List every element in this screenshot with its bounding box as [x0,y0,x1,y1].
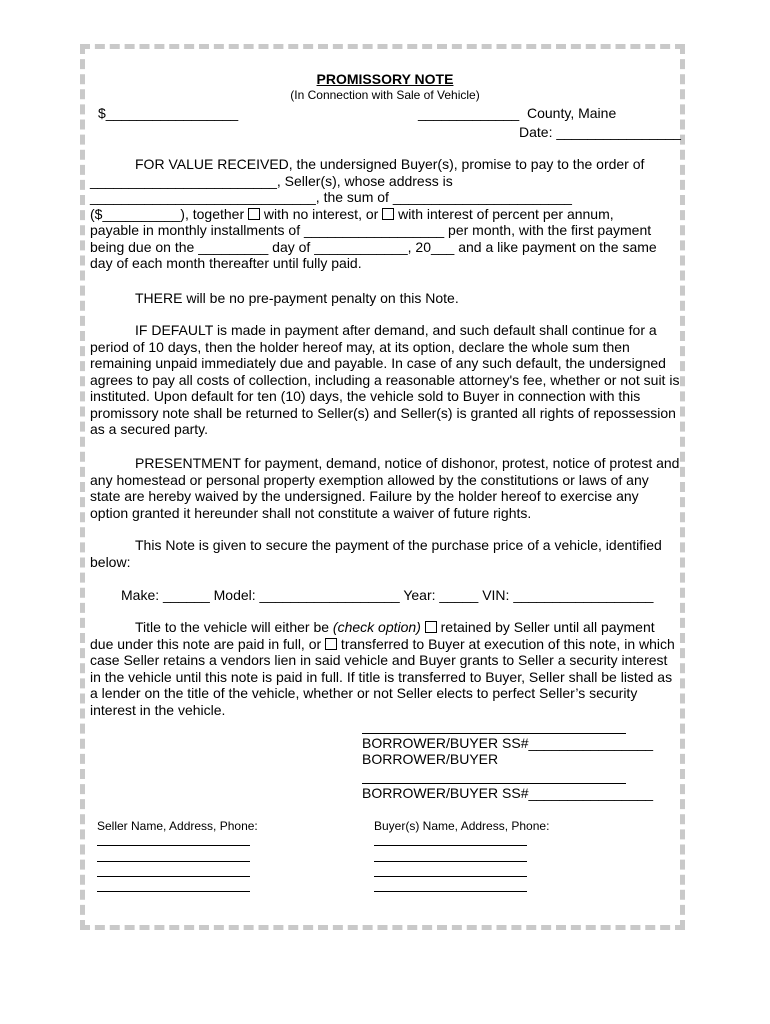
terms-line-4b: with no interest, or [260,205,383,222]
buyer1-signature-line[interactable] [362,733,626,734]
terms-line-2[interactable]: ________________________, Seller(s), whose address is [90,172,453,189]
no-interest-checkbox[interactable] [248,208,260,220]
buyer-contact-line-2[interactable] [374,861,527,862]
buyer-contact-line-3[interactable] [374,876,527,877]
title-text-1: Title to the vehicle will either be [135,619,333,635]
buyer1-label: BORROWER/BUYER [362,751,499,767]
title-paragraph [90,619,680,718]
title-text-2: retained by Seller until all payment due under this note are paid in full, or [90,619,655,652]
buyer1-ss-label[interactable]: BORROWER/BUYER SS#________________ [362,735,654,751]
amount-field[interactable]: $_________________ [98,105,239,121]
retained-by-seller-checkbox[interactable] [425,621,437,633]
payment-terms-paragraph [90,156,680,272]
document-title: PROMISSORY NOTE [316,71,454,87]
buyer-contact-line-1[interactable] [374,845,527,846]
security-paragraph: This Note is given to secure the payment of the purchase price of a vehicle, identified below: [90,537,662,570]
terms-line-4 [90,206,680,223]
seller-contact-line-1[interactable] [97,845,250,846]
with-interest-checkbox[interactable] [382,208,394,220]
date-field[interactable]: Date: ________________ [519,124,681,140]
seller-contact-line-3[interactable] [97,876,250,877]
seller-contact-line-4[interactable] [97,891,250,892]
buyer-contact-line-4[interactable] [374,891,527,892]
county-field[interactable]: _____________ County, Maine [418,105,617,121]
terms-line-4a[interactable]: ($__________), together [90,205,249,222]
title-text-3: transferred to Buyer at execution of this note, in which case Seller retains a vendors lien in said vehicle and Buyer grants to Seller a security interest in the vehicle until this note is paid in full. If title is transferred to Buyer, Seller shall be listed as a lender on the title of the vehicle, whether or not Seller elects to perfect Seller’s security interest in the vehicle. [90,635,675,718]
transferred-to-buyer-checkbox[interactable] [325,638,337,650]
vehicle-details-line[interactable]: Make: ______ Model: __________________ Year: _____ VIN: __________________ [121,587,654,603]
document-subtitle: (In Connection with Sale of Vehicle) [290,88,480,102]
check-option-label: (check option) [332,619,421,635]
terms-line-3[interactable]: _____________________________, the sum of _______________________ [90,189,572,205]
seller-contact-line-2[interactable] [97,861,250,862]
buyer2-signature-line[interactable] [362,783,626,784]
terms-line-7: day of each month thereafter until fully paid. [90,255,362,271]
seller-contact-label: Seller Name, Address, Phone: [97,819,258,833]
terms-line-6[interactable]: being due on the _________ day of ____________, 20___ and a like payment on the same [90,238,657,255]
terms-line-4c[interactable]: with interest of percent per annum, [394,205,614,222]
buyer2-ss-label[interactable]: BORROWER/BUYER SS#________________ [362,785,654,801]
prepayment-paragraph: THERE will be no pre-payment penalty on this Note. [135,290,459,306]
terms-line-5[interactable]: payable in monthly installments of __________________ per month, with the first payment [90,222,652,238]
presentment-paragraph: PRESENTMENT for payment, demand, notice of dishonor, protest, notice of protest and any homestead or personal property exemption allowed by the constitutions or laws of any state are hereby waived by the undersigned. Failure by the holder hereof to exercise any option granted it hereunder shall not constitute a waiver of future rights. [90,455,680,521]
terms-line-1: FOR VALUE RECEIVED, the undersigned Buyer(s), promise to pay to the order of [135,156,645,172]
default-paragraph: IF DEFAULT is made in payment after demand, and such default shall continue for a period of 10 days, then the holder hereof may, at its option, declare the whole sum then remaining unpaid immediately due and payable. In case of any such default, the undersigned agrees to pay all costs of collection, including a reasonable attorney's fee, whether or not suit is instituted. Upon default for ten (10) days, the vehicle sold to Buyer in connection with this promissory note shall be returned to Seller(s) and Seller(s) is granted all rights of repossession as a secured party. [90,322,680,437]
buyer-contact-label: Buyer(s) Name, Address, Phone: [374,819,550,833]
